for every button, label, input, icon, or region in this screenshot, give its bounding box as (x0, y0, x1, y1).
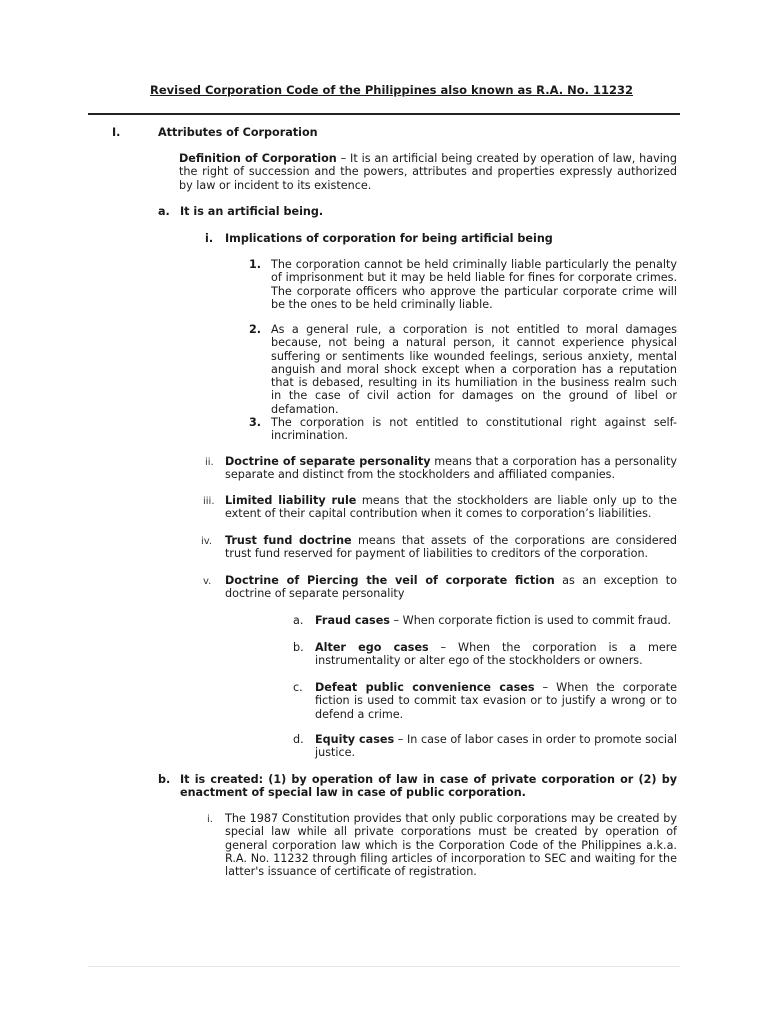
case-b-number: b. (293, 641, 304, 654)
definition-paragraph (179, 152, 677, 192)
case-c-text: – When the corporate fiction is used to commit tax evasion or to justify a wrong or to defend a crime. (315, 681, 678, 721)
doctrine-ii-paragraph (225, 455, 677, 482)
case-d-paragraph (315, 733, 677, 760)
case-a-paragraph (315, 614, 677, 627)
case-c-term: Defeat public convenience cases (315, 681, 535, 694)
doctrine-iv-paragraph (225, 534, 677, 561)
case-c-paragraph (315, 681, 677, 721)
case-a-term: Fraud cases (315, 614, 390, 627)
doctrine-iii-term: Limited liability rule (225, 494, 357, 507)
doctrine-ii-term: Doctrine of separate personality (225, 455, 431, 468)
doctrine-v-text: as an exception to doctrine of separate personality (225, 574, 678, 601)
section-heading: Attributes of Corporation (158, 126, 318, 139)
case-d-term: Equity cases (315, 733, 395, 746)
implication-3-text: The corporation is not entitled to constitutional right against self-incrimination. (271, 416, 677, 443)
case-b-term: Alter ego cases (315, 641, 429, 654)
implication-2-text: As a general rule, a corporation is not entitled to moral damages because, not being a natural person, it cannot experience physical suffering or sentiments like wounded feelings, serious anxiety, mental anguish and moral shock except when a corporation has a reputation that is debased, resulting in its humiliation in the business realm such in the case of civil action for damages on the ground of libel or defamation. (271, 323, 677, 416)
definition-text: – It is an artificial being created by operation of law, having the right of succession and the powers, attributes and properties expressly authorized by law or incident to its existence. (179, 152, 677, 192)
doctrine-v-number: v. (203, 576, 212, 587)
subsection-b-i-text: The 1987 Constitution provides that only public corporations may be created by special law while all private corporations must be created by operation of general corporation law which is the Corporation Code of the Philippines a.k.a. R.A. No. 11232 through filing articles of incorporation to SEC and waiting for the latter's issuance of certificate of registration. (225, 812, 677, 879)
case-b-text: – When the corporation is a mere instrumentality or alter ego of the stockholders or owners. (315, 641, 677, 668)
case-a-number: a. (293, 614, 304, 627)
subsection-b-number: b. (158, 773, 171, 786)
case-b-paragraph (315, 641, 677, 668)
subsection-b-heading: It is created: (1) by operation of law in case of private corporation or (2) by enactment of special law in case of public corporation. (180, 773, 677, 800)
implication-3-number: 3. (249, 416, 262, 429)
page-footer-divider (88, 966, 680, 967)
case-d-text: – In case of labor cases in order to promote social justice. (315, 733, 677, 760)
subsection-a-i-number: i. (205, 232, 214, 245)
section-number: I. (112, 126, 121, 139)
doctrine-iv-text: means that assets of the corporations are considered trust fund reserved for payment of liabilities to creditors of the corporation. (225, 534, 678, 561)
doctrine-v-term: Doctrine of Piercing the veil of corporate fiction (225, 574, 555, 587)
implication-1-text: The corporation cannot be held criminally liable particularly the penalty of imprisonment but it may be held liable for fines for corporate crimes. The corporate officers who approve the particular corporate crime will be the ones to be held criminally liable. (271, 258, 677, 311)
definition-term: Definition of Corporation (179, 152, 337, 165)
case-c-number: c. (293, 681, 303, 694)
doctrine-iii-number: iii. (203, 496, 215, 507)
subsection-a-i-heading: Implications of corporation for being artificial being (225, 232, 553, 245)
case-d-number: d. (293, 733, 304, 746)
doctrine-ii-text: means that a corporation has a personality separate and distinct from the stockholders and affiliated companies. (225, 455, 677, 482)
doctrine-iii-paragraph (225, 494, 677, 521)
subsection-b-i-number: i. (207, 814, 213, 825)
doctrine-v-paragraph (225, 574, 677, 601)
doctrine-iv-term: Trust fund doctrine (225, 534, 352, 547)
case-a-text: – When corporate fiction is used to commit fraud. (389, 614, 672, 627)
implication-1-number: 1. (249, 258, 262, 271)
subsection-a-heading: It is an artificial being. (180, 205, 324, 218)
document-title: Revised Corporation Code of the Philippines also known as R.A. No. 11232 (150, 83, 633, 97)
subsection-a-number: a. (158, 205, 170, 218)
doctrine-ii-number: ii. (205, 457, 214, 468)
title-divider (88, 113, 680, 115)
doctrine-iii-text: means that the stockholders are liable only up to the extent of their capital contribution when it comes to corporation’s liabilities. (225, 494, 678, 521)
implication-2-number: 2. (249, 323, 262, 336)
doctrine-iv-number: iv. (201, 536, 213, 547)
